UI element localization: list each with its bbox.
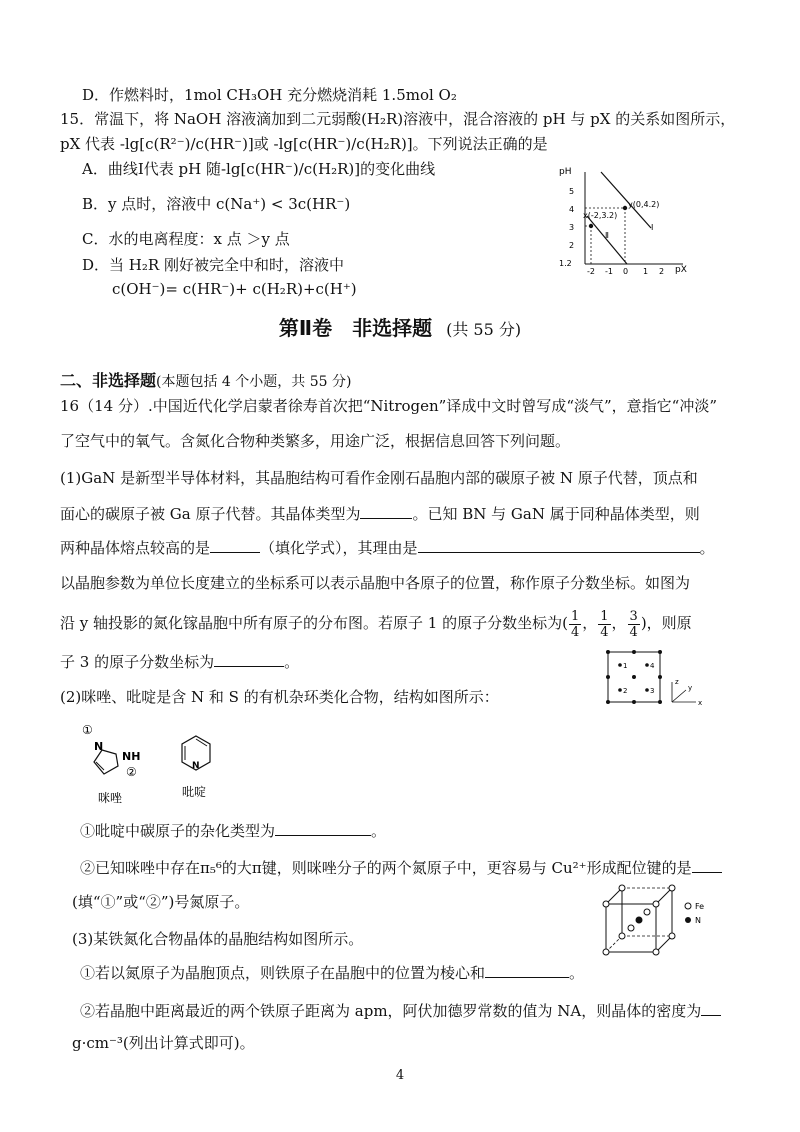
p3-q1-text-a: ①若以氮原子为晶胞顶点，则铁原子在晶胞中的位置为棱心和	[80, 964, 486, 982]
curve-II-label: Ⅱ	[605, 231, 609, 240]
q15-option-c: C．水的电离程度：x 点 ＞y 点	[82, 230, 290, 248]
curve-II-line	[587, 216, 627, 264]
p2-q1-text-b: 。	[371, 822, 387, 840]
comma-1: ，	[582, 614, 598, 632]
q16-p1-line6	[60, 651, 299, 673]
y-tick-1.2: 1.2	[559, 259, 572, 268]
q16-p2-q2-line2: (填“①”或“②”)号氮原子。	[72, 893, 250, 911]
x-tick-0: 0	[623, 267, 629, 276]
crystal-type-blank[interactable]	[360, 503, 412, 519]
y-tick-5: 5	[569, 187, 575, 196]
q16-p1-line4: 以晶胞参数为单位长度建立的坐标系可以表示晶胞中各原子的位置，称作原子分数坐标。如图为	[60, 574, 691, 592]
p1-l2-text-b: 。已知 BN 与 GaN 属于同种晶体类型，则	[412, 505, 700, 523]
section-heading	[60, 368, 351, 391]
q16-p2-line1: (2)咪唑、吡啶是含 N 和 S 的有机杂环类化合物，结构如图所示：	[60, 688, 499, 706]
axis-z-label: z	[675, 678, 679, 686]
curve-I-label: Ⅰ	[651, 223, 654, 232]
frac-x-num: 1	[570, 608, 580, 624]
page-number: 4	[395, 1068, 405, 1083]
q15-option-a: A．曲线Ⅰ代表 pH 随-lg[c(HR⁻)/c(H₂R)]的变化曲线	[82, 160, 436, 178]
density-blank[interactable]	[701, 1000, 721, 1016]
frac-y	[598, 609, 610, 640]
iron-nitride-cell	[596, 880, 726, 960]
hybridization-blank[interactable]	[275, 820, 371, 836]
frac-y-num: 1	[600, 608, 609, 624]
p1-l3-text-b: （填化学式），其理由是	[260, 539, 418, 557]
x-tick-neg2: -2	[587, 267, 595, 276]
part2-subtitle: (共 55 分)	[446, 320, 522, 339]
q16-p2-q2	[80, 857, 722, 879]
reason-blank[interactable]	[418, 537, 700, 553]
pyridine-n-atom: N	[192, 761, 200, 771]
p1-l6-text-a: 子 3 的原子分数坐标为	[60, 653, 215, 671]
fe-position-blank[interactable]	[485, 962, 569, 978]
p2-q1-text-a: ①吡啶中碳原子的杂化类型为	[80, 822, 276, 840]
p3-q2-text: ②若晶胞中距离最近的两个铁原子距离为 apm，阿伏加德罗常数的值为 NA，则晶体的密度为	[80, 1002, 702, 1020]
q16-p1-line2	[60, 503, 700, 525]
frac-x-den: 4	[570, 624, 580, 640]
y-tick-4: 4	[569, 205, 575, 214]
p1-l5-text-a: 沿 y 轴投影的氮化镓晶胞中所有原子的分布图。若原子 1 的原子分数坐标为(	[60, 614, 568, 632]
frac-z	[628, 609, 640, 640]
q16-p3-line1: (3)某铁氮化合物晶体的晶胞结构如图所示。	[72, 930, 364, 948]
imidazole-nh-atom: NH	[122, 750, 141, 763]
p1-l2-text-a: 面心的碳原子被 Ga 原子代替。其晶体类型为	[60, 505, 361, 523]
graph-x-label: pX	[675, 265, 687, 275]
proj-atom-1: 1	[623, 662, 628, 670]
proj-atom-2: 2	[623, 687, 628, 695]
q16-p2-q1	[80, 820, 386, 842]
q15-option-d-line1: D．当 H₂R 刚好被完全中和时，溶液中	[82, 256, 344, 274]
graph-y-label: pH	[559, 167, 572, 177]
q16-p1-line5	[60, 606, 692, 640]
legend-n: N	[695, 916, 701, 925]
gan-projection-figure	[598, 646, 714, 710]
point-x-label: x(-2,3.2)	[583, 211, 618, 220]
proj-atom-3: 3	[650, 687, 655, 695]
q16-p3-q1	[80, 962, 584, 984]
imidazole-n-atom: N	[94, 740, 104, 753]
q15-ph-px-graph	[555, 160, 695, 280]
q15-option-d-line2: c(OH⁻)= c(HR⁻)+ c(H₂R)+c(H⁺)	[112, 280, 357, 298]
q16-p3-q2	[80, 1000, 721, 1022]
p3-q1-text-b: 。	[569, 964, 585, 982]
q15-stem-line1: 15．常温下，将 NaOH 溶液滴加到二元弱酸(H₂R)溶液中，混合溶液的 pH 与 pX 的关系如图所示，	[60, 110, 736, 128]
x-tick-neg1: -1	[605, 267, 613, 276]
part2-title	[0, 312, 800, 341]
section-title: 二、非选择题	[60, 371, 157, 390]
x-tick-1: 1	[643, 267, 649, 276]
frac-y-den: 4	[600, 624, 609, 640]
x-tick-2: 2	[659, 267, 665, 276]
imidazole-n2-label: ②	[126, 765, 137, 779]
higher-melting-blank[interactable]	[210, 537, 260, 553]
q16-intro-line2: 了空气中的氧气。含氮化合物种类繁多，用途广泛，根据信息回答下列问题。	[60, 432, 571, 450]
atom3-coord-blank[interactable]	[214, 651, 284, 667]
y-tick-2: 2	[569, 241, 575, 250]
frac-z-den: 4	[629, 624, 638, 640]
part2-title-text: 第Ⅱ卷 非选择题	[278, 316, 433, 340]
axis-y-label: y	[688, 684, 693, 692]
heterocycle-structures	[78, 718, 238, 808]
imidazole-n1-label: ①	[82, 723, 93, 737]
q16-p1-line3	[60, 537, 715, 559]
coordination-n-blank[interactable]	[692, 857, 722, 873]
frac-x	[569, 609, 581, 640]
y-tick-3: 3	[569, 223, 575, 232]
q15-option-b: B．y 点时，溶液中 c(Na⁺) < 3c(HR⁻)	[82, 195, 351, 213]
point-y-label: y(0,4.2)	[628, 200, 660, 209]
q16-intro-line1: 16（14 分）.中国近代化学启蒙者徐寿首次把“Nitrogen”译成中文时曾写成“淡气”，意指它“冲淡”	[60, 397, 718, 415]
pyridine-label: 吡啶	[182, 785, 207, 799]
q14-option-d: D．作燃料时，1mol CH₃OH 充分燃烧消耗 1.5mol O₂	[82, 86, 457, 104]
p1-l5-text-c: )，则原	[640, 614, 692, 632]
legend-fe: Fe	[695, 902, 705, 911]
p2-q2-text-a: ②已知咪唑中存在π₅⁶的大π键，则咪唑分子的两个氮原子中，更容易与 Cu²⁺形成配位键的是	[80, 859, 692, 877]
proj-atom-4: 4	[650, 662, 655, 670]
frac-z-num: 3	[629, 608, 638, 624]
p1-l3-text-c: 。	[699, 539, 715, 557]
axis-x-label: x	[698, 699, 703, 707]
section-note: (本题包括 4 个小题，共 55 分)	[156, 374, 352, 390]
q16-p1-line1: (1)GaN 是新型半导体材料，其晶胞结构可看作金刚石晶胞内部的碳原子被 N 原子代替，顶点和	[60, 469, 698, 487]
comma-2: ，	[611, 614, 627, 632]
q16-p3-q3: g·cm⁻³(列出计算式即可)。	[72, 1034, 255, 1052]
p1-l6-text-b: 。	[284, 653, 300, 671]
q15-stem-line2: pX 代表 -lg[c(R²⁻)/c(HR⁻)]或 -lg[c(HR⁻)/c(H₂R)]。下列说法正确的是	[60, 135, 548, 153]
p1-l3-text-a: 两种晶体熔点较高的是	[60, 539, 211, 557]
imidazole-label: 咪唑	[98, 791, 123, 805]
